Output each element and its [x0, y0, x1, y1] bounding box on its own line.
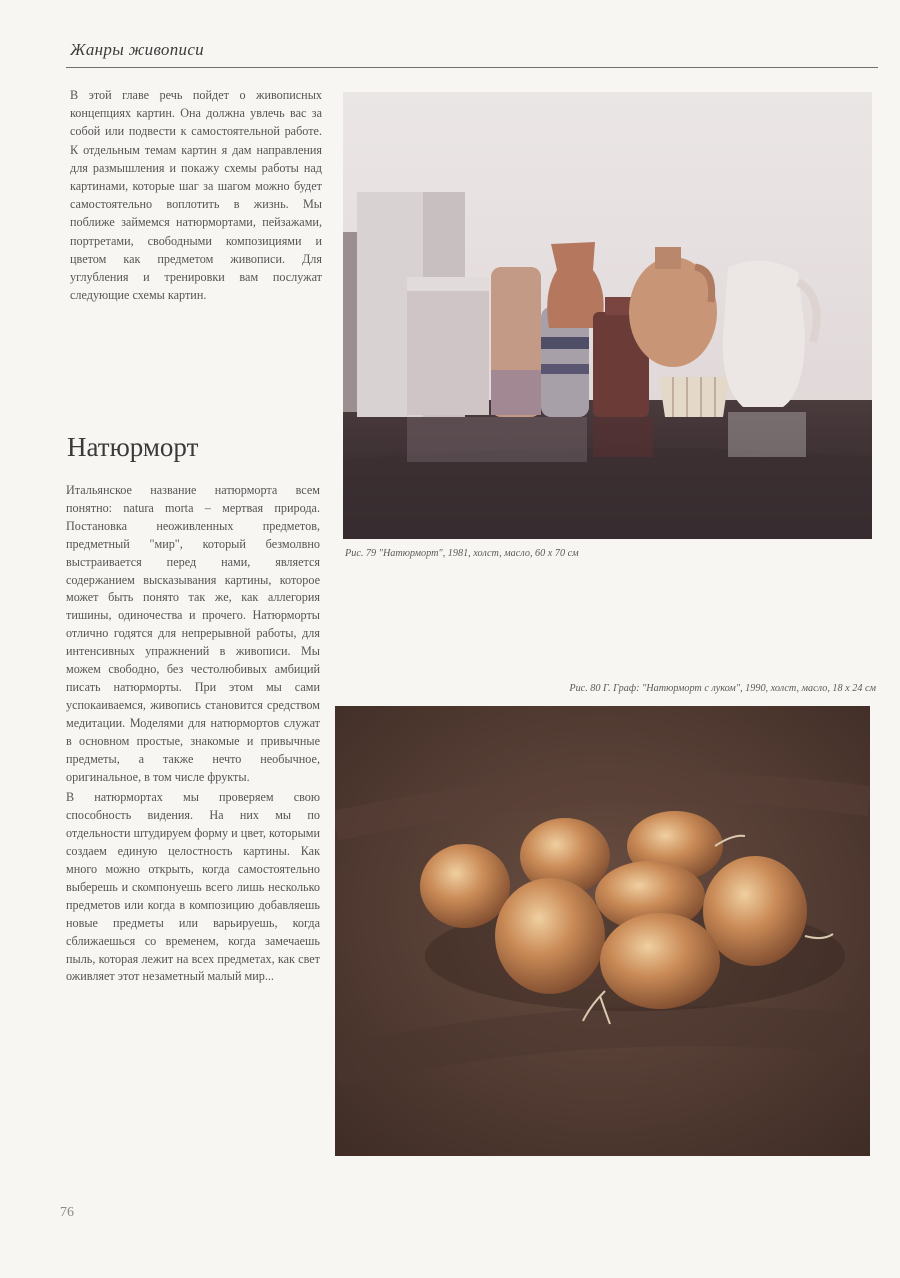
- page-number: 76: [60, 1205, 74, 1220]
- painting-still-life-onions-art: [335, 706, 870, 1156]
- body-paragraph-2: В натюрмортах мы проверяем свою способность видения. На них мы по отдельности штудируем форму и цвет, которыми создаем единую целостность картины. Как много можно открыть, когда самостоятельно выберешь и скомпонуешь всего лишь несколько предметов или когда в композицию добавляешь новые предметы или варьируешь, когда сближаешься со временем, когда замечаешь пыль, которая лежит на всех предметах, как свет оживляет этот незаметный малый мир...: [66, 790, 320, 984]
- section-heading: Натюрморт: [67, 432, 199, 462]
- page-header-title: Жанры живописи: [70, 40, 204, 59]
- figure-80-caption: Рис. 80 Г. Граф: "Натюрморт с луком", 1990, холст, масло, 18 х 24 см: [569, 683, 876, 694]
- body-paragraph-1: Итальянское название натюрморта всем понятно: natura morta – мертвая природа. Постановка неоживленных предметов, предметный "мир", который безмолвно выстраивается перед нами, является содержанием высказывания картины, которое может быть понято так же, как аллегория тишины, одиночества и прочего. Натюрморты отлично годятся для непрерывной работы, для интенсивных упражнений в живописи. Мы можем свободно, без честолюбивых амбиций писать натюрморты. При этом мы сами успокаиваемся, живопись становится средством медитации. Моделями для натюрмортов служат в основном простые, знакомые и привычные предметы, а также нечто необычное, оригинальное, в том числе фрукты.: [66, 483, 320, 784]
- painting-still-life-vessels-art: [343, 92, 872, 539]
- intro-paragraph: В этой главе речь пойдет о живописных концепциях картин. Она должна увлечь вас за собой или подвести к самостоятельной работе. К отдельным темам картин я дам направления для размышления и покажу схемы работы над картинами, которые шаг за шагом можно будет самостоятельно воплотить в жизнь. Мы поближе займемся натюрмортами, пейзажами, портретами, свободными композициями и цветом как предметом живописи. Для углубления и тренировки вам послужат следующие схемы картин.: [70, 88, 322, 303]
- painting-still-life-vessels: [343, 92, 872, 539]
- painting-still-life-onions: [335, 706, 870, 1156]
- section-body: [66, 482, 320, 989]
- header-rule: [66, 67, 878, 68]
- figure-79-caption: Рис. 79 "Натюрморт", 1981, холст, масло, 60 х 70 см: [345, 548, 579, 559]
